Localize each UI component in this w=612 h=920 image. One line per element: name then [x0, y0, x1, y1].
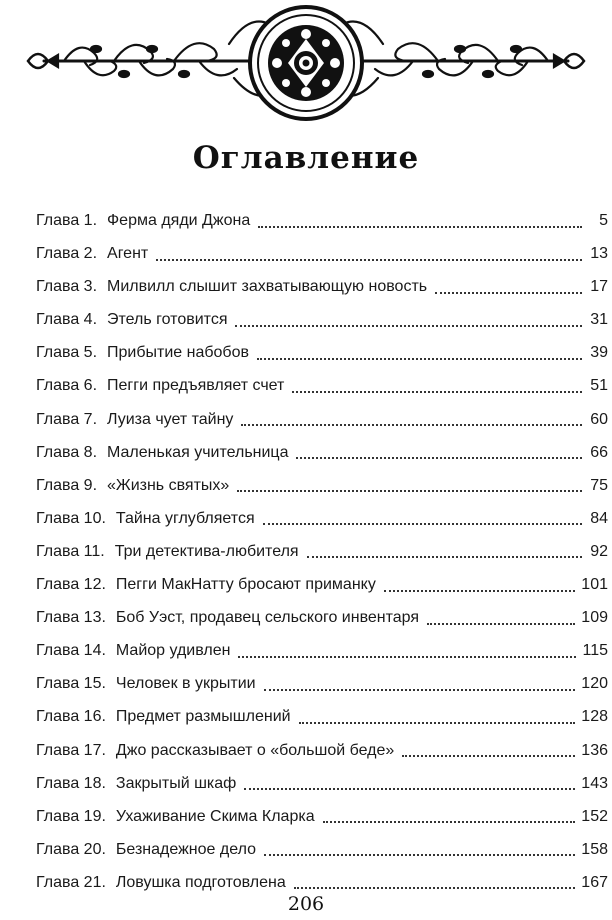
chapter-title: Тайна углубляется — [115, 509, 255, 527]
chapter-label: Глава 17. — [36, 741, 106, 759]
chapter-page-number: 120 — [581, 675, 608, 693]
page-title: Оглавление — [192, 140, 420, 176]
decorative-ornament — [24, 4, 588, 122]
dot-leader — [384, 590, 575, 592]
chapter-page-number: 167 — [581, 873, 608, 891]
chapter-title: Агент — [107, 245, 149, 263]
chapter-page-number: 152 — [581, 807, 608, 825]
chapter-page-number: 60 — [590, 410, 608, 428]
chapter-title: Прибытие набобов — [107, 344, 249, 362]
chapter-label: Глава 21. — [36, 873, 106, 891]
dot-leader — [258, 226, 582, 228]
chapter-label: Глава 18. — [36, 774, 106, 792]
dot-leader — [323, 821, 576, 823]
toc-entry — [36, 634, 608, 667]
chapter-title: Джо рассказывает о «большой беде» — [115, 741, 395, 759]
chapter-page-number: 51 — [590, 377, 608, 395]
chapter-title: Ухаживание Скима Кларка — [115, 807, 315, 825]
chapter-page-number: 66 — [590, 443, 608, 461]
chapter-label: Глава 1. — [36, 212, 98, 229]
dot-leader — [294, 887, 576, 889]
toc-entry — [36, 237, 608, 270]
chapter-label: Глава 13. — [36, 609, 106, 627]
dot-leader — [427, 623, 575, 625]
chapter-page-number: 158 — [581, 840, 608, 858]
chapter-label: Глава 12. — [36, 576, 106, 594]
toc-entry — [36, 369, 608, 402]
toc-entry — [36, 436, 608, 469]
toc-entry — [36, 469, 608, 502]
dot-leader — [264, 689, 576, 691]
toc-entry — [36, 204, 608, 237]
chapter-page-number: 84 — [590, 509, 608, 527]
chapter-page-number: 109 — [581, 609, 608, 627]
dot-leader — [264, 854, 575, 856]
dot-leader — [435, 292, 582, 294]
chapter-title: Боб Уэст, продавец сельского инвентаря — [115, 609, 420, 627]
chapter-title: Три детектива-любителя — [114, 542, 299, 560]
chapter-label: Глава 4. — [36, 311, 98, 329]
chapter-title: Луиза чует тайну — [107, 410, 234, 428]
toc-entry — [36, 667, 608, 700]
toc-entry — [36, 568, 608, 601]
dot-leader — [292, 391, 582, 393]
toc-entry — [36, 833, 608, 866]
dot-leader — [307, 556, 582, 558]
chapter-label: Глава 7. — [36, 410, 98, 428]
chapter-page-number: 143 — [581, 774, 608, 792]
dot-leader — [299, 722, 576, 724]
chapter-label: Глава 5. — [36, 344, 98, 362]
page-number: 206 — [287, 893, 325, 915]
chapter-title: Пегги предъявляет счет — [107, 377, 285, 395]
chapter-title: Ловушка подготовлена — [115, 873, 286, 891]
dot-leader — [296, 457, 582, 459]
chapter-page-number: 128 — [581, 708, 608, 726]
dot-leader — [235, 325, 582, 327]
chapter-title: «Жизнь святых» — [107, 476, 230, 494]
chapter-title: Майор удивлен — [115, 642, 231, 660]
toc-entry — [36, 734, 608, 767]
toc-entry — [36, 800, 608, 833]
chapter-page-number: 5 — [599, 212, 608, 229]
chapter-title: Ферма дяди Джона — [107, 212, 251, 229]
chapter-title: Пегги МакНатту бросают приманку — [115, 576, 376, 594]
toc-entry — [36, 270, 608, 303]
toc-entry — [36, 601, 608, 634]
toc-entry — [36, 303, 608, 336]
chapter-title: Безнадежное дело — [115, 840, 256, 858]
chapter-title: Предмет размышлений — [115, 708, 291, 726]
chapter-label: Глава 16. — [36, 708, 106, 726]
toc-entry — [36, 502, 608, 535]
chapter-label: Глава 15. — [36, 675, 106, 693]
dot-leader — [263, 523, 582, 525]
chapter-title: Милвилл слышит захватывающую новость — [107, 278, 428, 296]
chapter-title: Закрытый шкаф — [115, 774, 237, 792]
dot-leader — [257, 358, 582, 360]
chapter-page-number: 13 — [590, 245, 608, 263]
chapter-page-number: 17 — [590, 278, 608, 296]
chapter-page-number: 101 — [581, 576, 608, 594]
chapter-label: Глава 20. — [36, 840, 106, 858]
toc-entry — [36, 700, 608, 733]
chapter-label: Глава 11. — [36, 542, 105, 560]
dot-leader — [244, 788, 575, 790]
chapter-page-number: 136 — [581, 741, 608, 759]
dot-leader — [402, 755, 575, 757]
chapter-label: Глава 6. — [36, 377, 98, 395]
toc-entry — [36, 535, 608, 568]
chapter-page-number: 39 — [590, 344, 608, 362]
chapter-title: Маленькая учительница — [107, 443, 289, 461]
chapter-label: Глава 14. — [36, 642, 106, 660]
chapter-label: Глава 8. — [36, 443, 98, 461]
chapter-label: Глава 3. — [36, 278, 98, 296]
chapter-page-number: 31 — [590, 311, 608, 329]
chapter-page-number: 115 — [582, 642, 608, 660]
chapter-title: Человек в укрытии — [115, 675, 256, 693]
chapter-label: Глава 10. — [36, 509, 106, 527]
chapter-label: Глава 9. — [36, 476, 98, 494]
chapter-page-number: 92 — [590, 542, 608, 560]
chapter-label: Глава 19. — [36, 807, 106, 825]
chapter-label: Глава 2. — [36, 245, 98, 263]
toc-entry — [36, 767, 608, 800]
toc-entry — [36, 336, 608, 369]
dot-leader — [237, 490, 582, 492]
chapter-title: Этель готовится — [107, 311, 228, 329]
table-of-contents — [36, 204, 608, 899]
dot-leader — [241, 424, 582, 426]
dot-leader — [156, 259, 582, 261]
chapter-page-number: 75 — [590, 476, 608, 494]
dot-leader — [238, 656, 576, 658]
toc-entry — [36, 403, 608, 436]
